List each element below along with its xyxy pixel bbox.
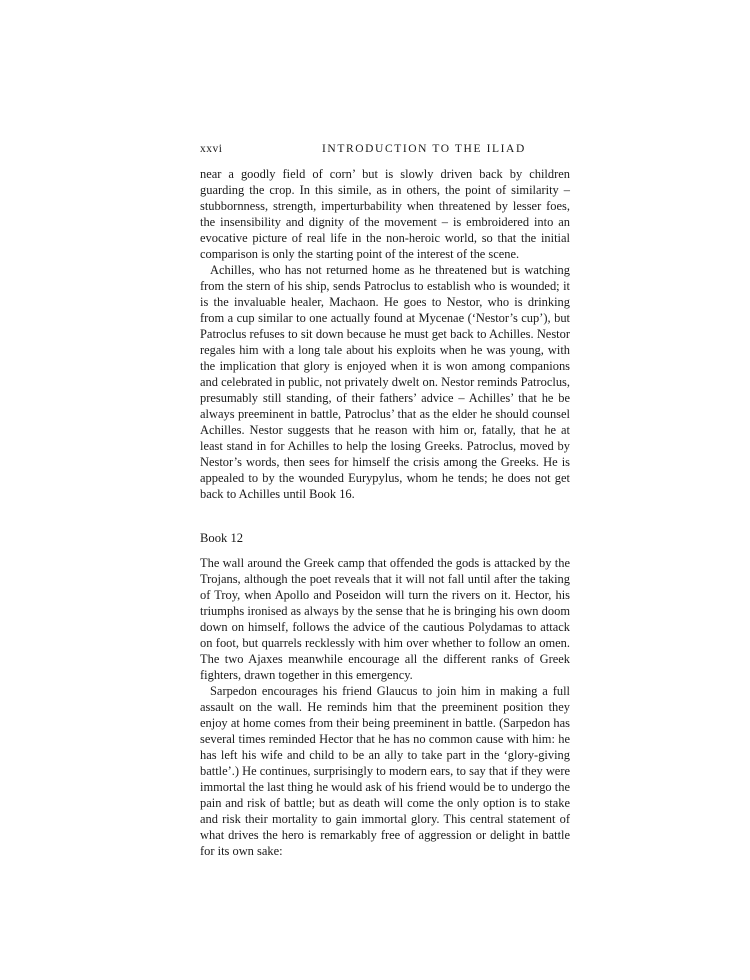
page-number: xxvi [200, 143, 223, 155]
paragraph-continued: near a goodly field of corn’ but is slowly driven back by children guarding the crop. In this simile, as in others, the point of similarity – stubbornness, strength, imperturbability when threatened by lesser foes, the insensibility and dignity of the movement – is embroidered into an evocative picture of real life in the non-heroic world, so that the initial comparison is only the starting point of the interest of the scene. [200, 167, 570, 261]
paragraph-achilles: Achilles, who has not returned home as he threatened but is watching from the stern of his ship, sends Patroclus to establish who is wounded; it is the invaluable healer, Machaon. He goes to Nestor, who is drinking from a cup similar to one actually found at Mycenae (‘Nestor’s cup’), but Patroclus refuses to sit down because he must get back to Achilles. Nestor regales him with a long tale about his exploits when he was young, with the implication that glory is enjoyed when it is won among companions and celebrated in public, not privately dwelt on. Nestor reminds Patroclus, presumably still standing, of their fathers’ advice – Achilles’ that he be always preeminent in battle, Patroclus’ that as the elder he should counsel Achilles. Nestor suggests that he reason with him or, fatally, that he at least stand in for Achilles to help the losing Greeks. Patroclus, moved by Nestor’s words, then sees for himself the crisis among the Greeks. He is appealed to by the wounded Eurypylus, whom he tends; he does not get back to Achilles until Book 16. [200, 263, 570, 501]
running-title: INTRODUCTION TO THE ILIAD [322, 143, 526, 155]
book-page [200, 143, 570, 859]
section-heading-book-12: Book 12 [200, 531, 244, 545]
paragraph-greek-wall: The wall around the Greek camp that offended the gods is attacked by the Trojans, although the poet reveals that it will not fall until after the taking of Troy, when Apollo and Poseidon will turn the rivers on it. Hector, his triumphs ironised as always by the sense that he is bringing his own doom down on himself, follows the advice of the cautious Polydamas to attack on foot, but quarrels recklessly with him over whether to follow an omen. The two Ajaxes meanwhile encourage all the different ranks of Greek fighters, drawn together in this emergency. [200, 556, 570, 682]
running-head [200, 143, 570, 160]
paragraph-sarpedon: Sarpedon encourages his friend Glaucus to join him in making a full assault on the wall. He reminds him that the preeminent position they enjoy at home comes from their being preeminent in battle. (Sarpedon has several times reminded Hector that he has no common cause with him: he has left his wife and child to be an ally to take part in the ‘glory-giving battle’.) He continues, surprisingly to modern ears, to say that if they were immortal the last thing he would ask of his friend would be to undergo the pain and risk of battle; but as death will come the only option is to stake and risk their mortality to gain immortal glory. This central statement of what drives the hero is remarkably free of aggression or delight in battle for its own sake: [200, 684, 570, 858]
